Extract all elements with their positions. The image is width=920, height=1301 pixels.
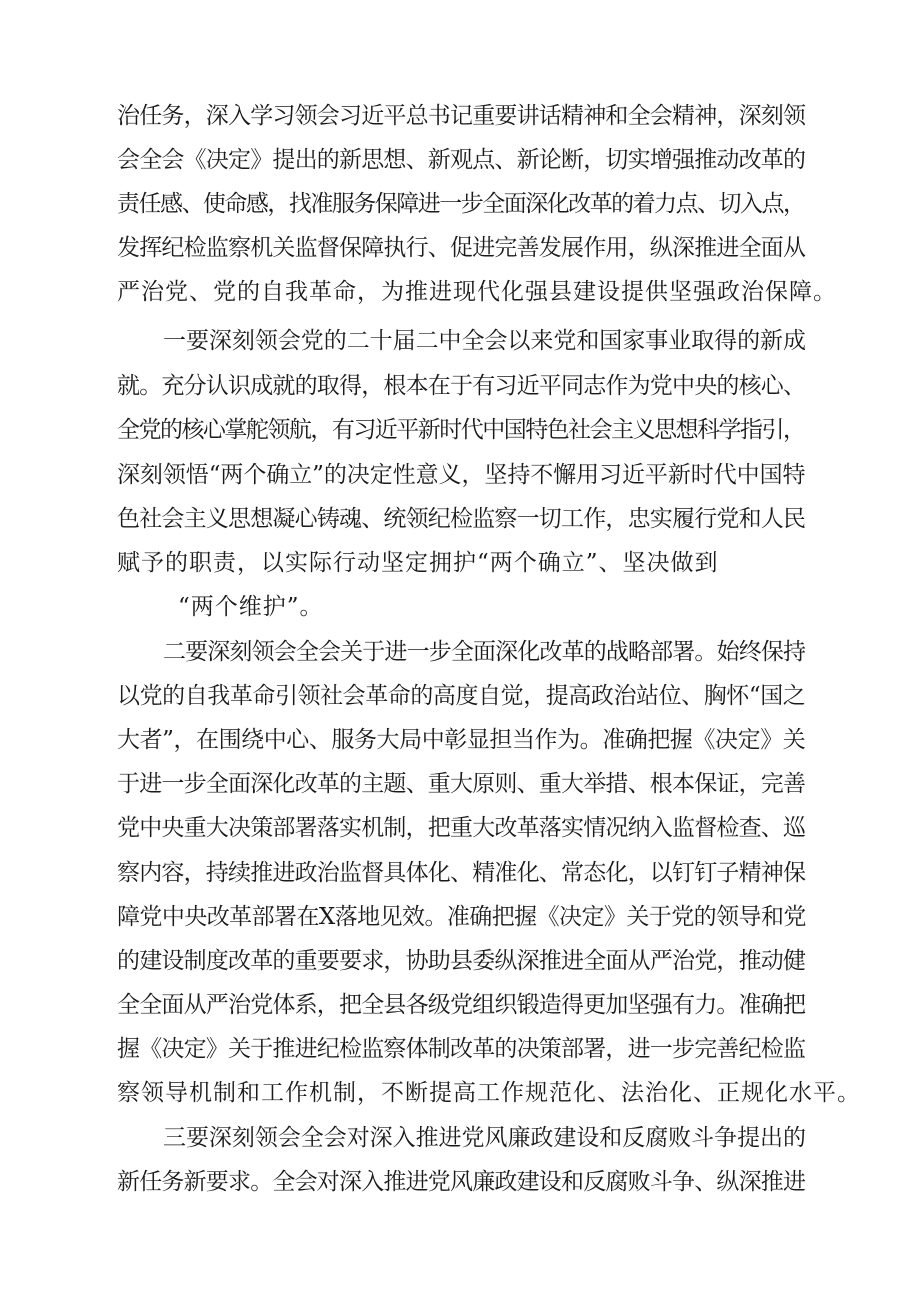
body-text-line: “两个维护”。 — [178, 594, 324, 620]
body-text-line: 责任感、使命感，找准服务保障进一步全面深化改革的着力点、切入点， — [117, 191, 805, 217]
body-text-line: 深刻领悟“两个确立”的决定性意义，坚持不懈用习近平新时代中国特 — [117, 462, 806, 488]
body-text-line: 于进一步全面深化改革的主题、重大原则、重大举措、根本保证，完善 — [117, 771, 806, 797]
body-text-line: 障党中央改革部署在X落地见效。准确把握《决定》关于党的领导和党 — [117, 904, 806, 930]
paragraph-start-line: 一要深刻领会党的二十届二中全会以来党和国家事业取得的新成 — [163, 328, 806, 354]
body-text-line: 大者”，在围绕中心、服务大局中彰显担当作为。准确把握《决定》关 — [117, 727, 806, 753]
body-text-line: 察领导机制和工作机制，不断提高工作规范化、法治化、正规化水平。 — [117, 1080, 861, 1106]
body-text-line: 治任务，深入学习领会习近平总书记重要讲话精神和全会精神，深刻领 — [117, 103, 806, 129]
paragraph-start-line: 三要深刻领会全会对深入推进党风廉政建设和反腐败斗争提出的 — [163, 1125, 806, 1151]
body-text-line: 党中央重大决策部署落实机制，把重大改革落实情况纳入监督检查、巡 — [117, 815, 806, 841]
body-text-line: 全党的核心掌舵领航，有习近平新时代中国特色社会主义思想科学指引， — [117, 417, 805, 443]
body-text-line: 察内容，持续推进政治监督具体化、精准化、常态化，以钉钉子精神保 — [117, 860, 806, 886]
body-text-line: 赋予的职责，以实际行动坚定拥护“两个确立”、坚决做到 — [117, 550, 719, 576]
body-text-line: 的建设制度改革的重要要求，协助县委纵深推进全面从严治党，推动健 — [117, 948, 806, 974]
body-text-line: 会全会《决定》提出的新思想、新观点、新论断，切实增强推动改革的 — [117, 147, 806, 173]
body-text-line: 握《决定》关于推进纪检监察体制改革的决策部署，进一步完善纪检监 — [117, 1036, 806, 1062]
paragraph-start-line: 二要深刻领会全会关于进一步全面深化改革的战略部署。始终保持 — [163, 639, 806, 665]
body-text-line: 以党的自我革命引领社会革命的高度自觉，提高政治站位、胸怀“国之 — [117, 683, 806, 709]
body-text-line: 发挥纪检监察机关监督保障执行、促进完善发展作用，纵深推进全面从 — [117, 235, 806, 261]
body-text-line: 就。充分认识成就的取得，根本在于有习近平同志作为党中央的核心、 — [117, 373, 806, 399]
body-text-line: 全全面从严治党体系，把全县各级党组织锻造得更加坚强有力。准确把 — [117, 992, 806, 1018]
body-text-line: 新任务新要求。全会对深入推进党风廉政建设和反腐败斗争、纵深推进 — [117, 1169, 806, 1195]
body-text-line: 严治党、党的自我革命，为推进现代化强县建设提供坚强政治保障。 — [117, 279, 837, 305]
body-text-line: 色社会主义思想凝心铸魂、统领纪检监察一切工作，忠实履行党和人民 — [117, 506, 806, 532]
